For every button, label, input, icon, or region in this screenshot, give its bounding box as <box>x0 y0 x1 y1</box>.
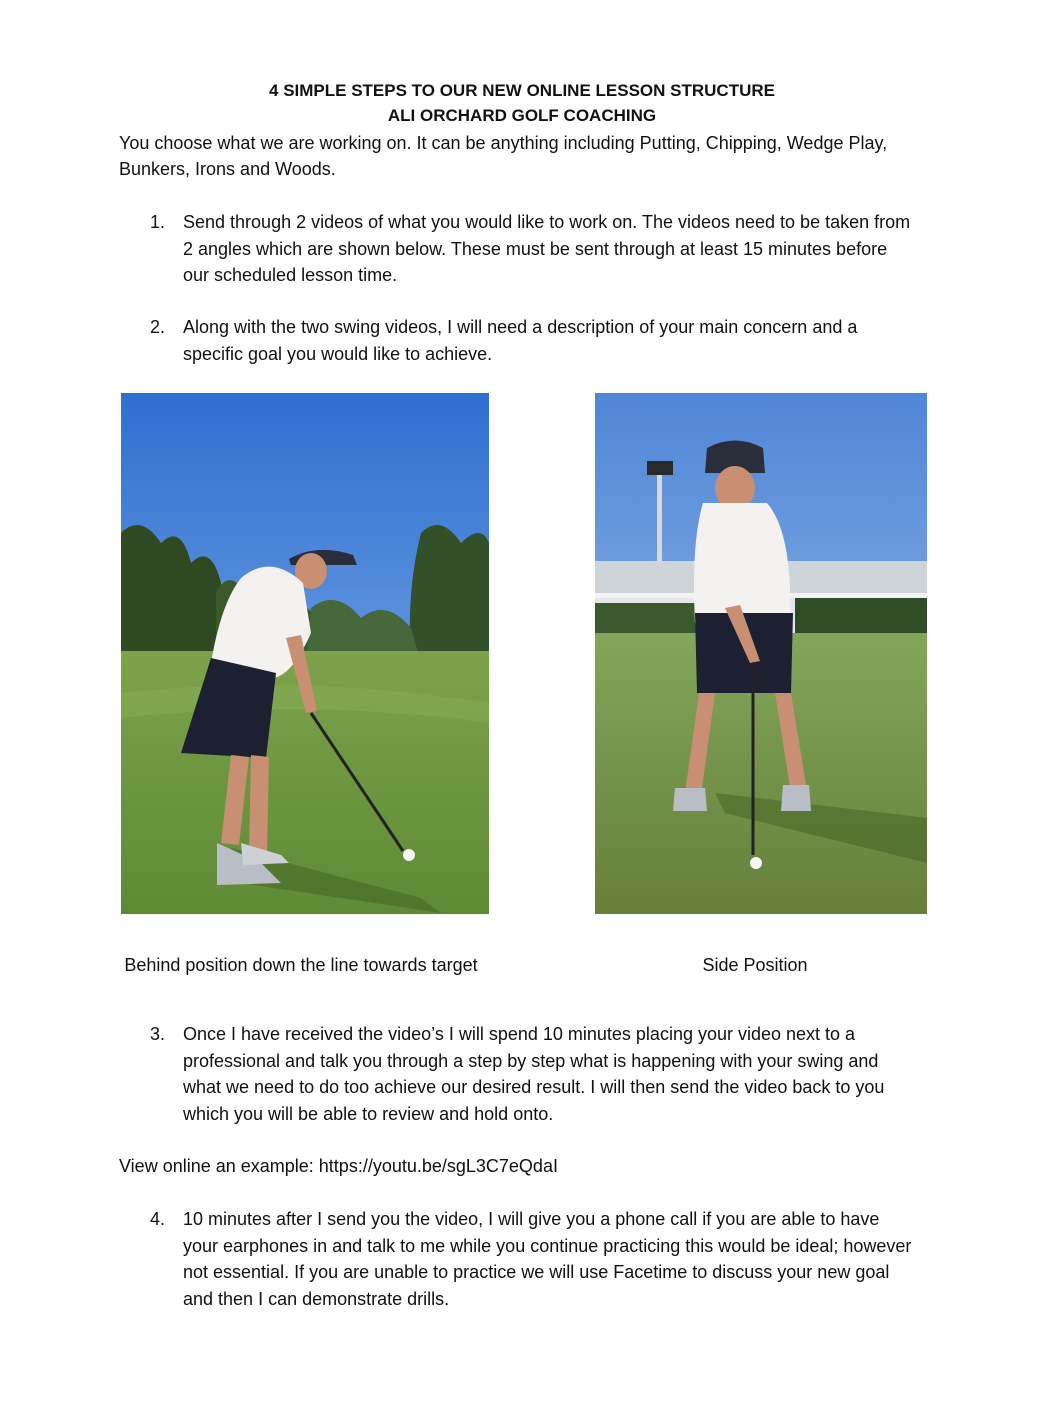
document-title: 4 SIMPLE STEPS TO OUR NEW ONLINE LESSON STRUCTURE <box>269 81 775 100</box>
step-text: Once I have received the video’s I will spend 10 minutes placing your video next to a professional and talk you through a step by step what is happening with your swing and what we need to do too achieve our desired result. I will then send the video back to you which you will be able to review and hold onto. <box>183 1024 885 1124</box>
step-number: 2. <box>150 317 166 337</box>
intro-paragraph: You choose what we are working on. It can be anything including Putting, Chipping, Wedge Play, Bunkers, Irons and Woods. <box>119 133 888 179</box>
behind-position-photo <box>121 393 489 914</box>
step-number: 1. <box>150 212 166 232</box>
step-number: 4. <box>150 1209 166 1229</box>
side-position-caption: Side Position <box>702 955 808 975</box>
behind-position-caption: Behind position down the line towards target <box>124 955 478 975</box>
golfer-behind-illustration <box>121 393 489 914</box>
step-text: Send through 2 videos of what you would like to work on. The videos need to be taken from 2 angles which are shown below. These must be sent through at least 15 minutes before our scheduled lesson time. <box>183 212 911 285</box>
golfer-side-illustration <box>595 393 927 914</box>
step-number: 3. <box>150 1024 166 1044</box>
step-text: 10 minutes after I send you the video, I will give you a phone call if you are able to have your earphones in and talk to me while you continue practicing this would be ideal; however not essential. If you are unable to practice we will use Facetime to discuss your new goal and then I can demonstrate drills. <box>183 1209 912 1309</box>
step-text: Along with the two swing videos, I will need a description of your main concern and a specific goal you would like to achieve. <box>183 317 858 364</box>
example-link-line: View online an example: https://youtu.be/sgL3C7eQdaI <box>119 1156 558 1176</box>
document-subtitle: ALI ORCHARD GOLF COACHING <box>387 106 657 125</box>
side-position-photo <box>595 393 927 914</box>
